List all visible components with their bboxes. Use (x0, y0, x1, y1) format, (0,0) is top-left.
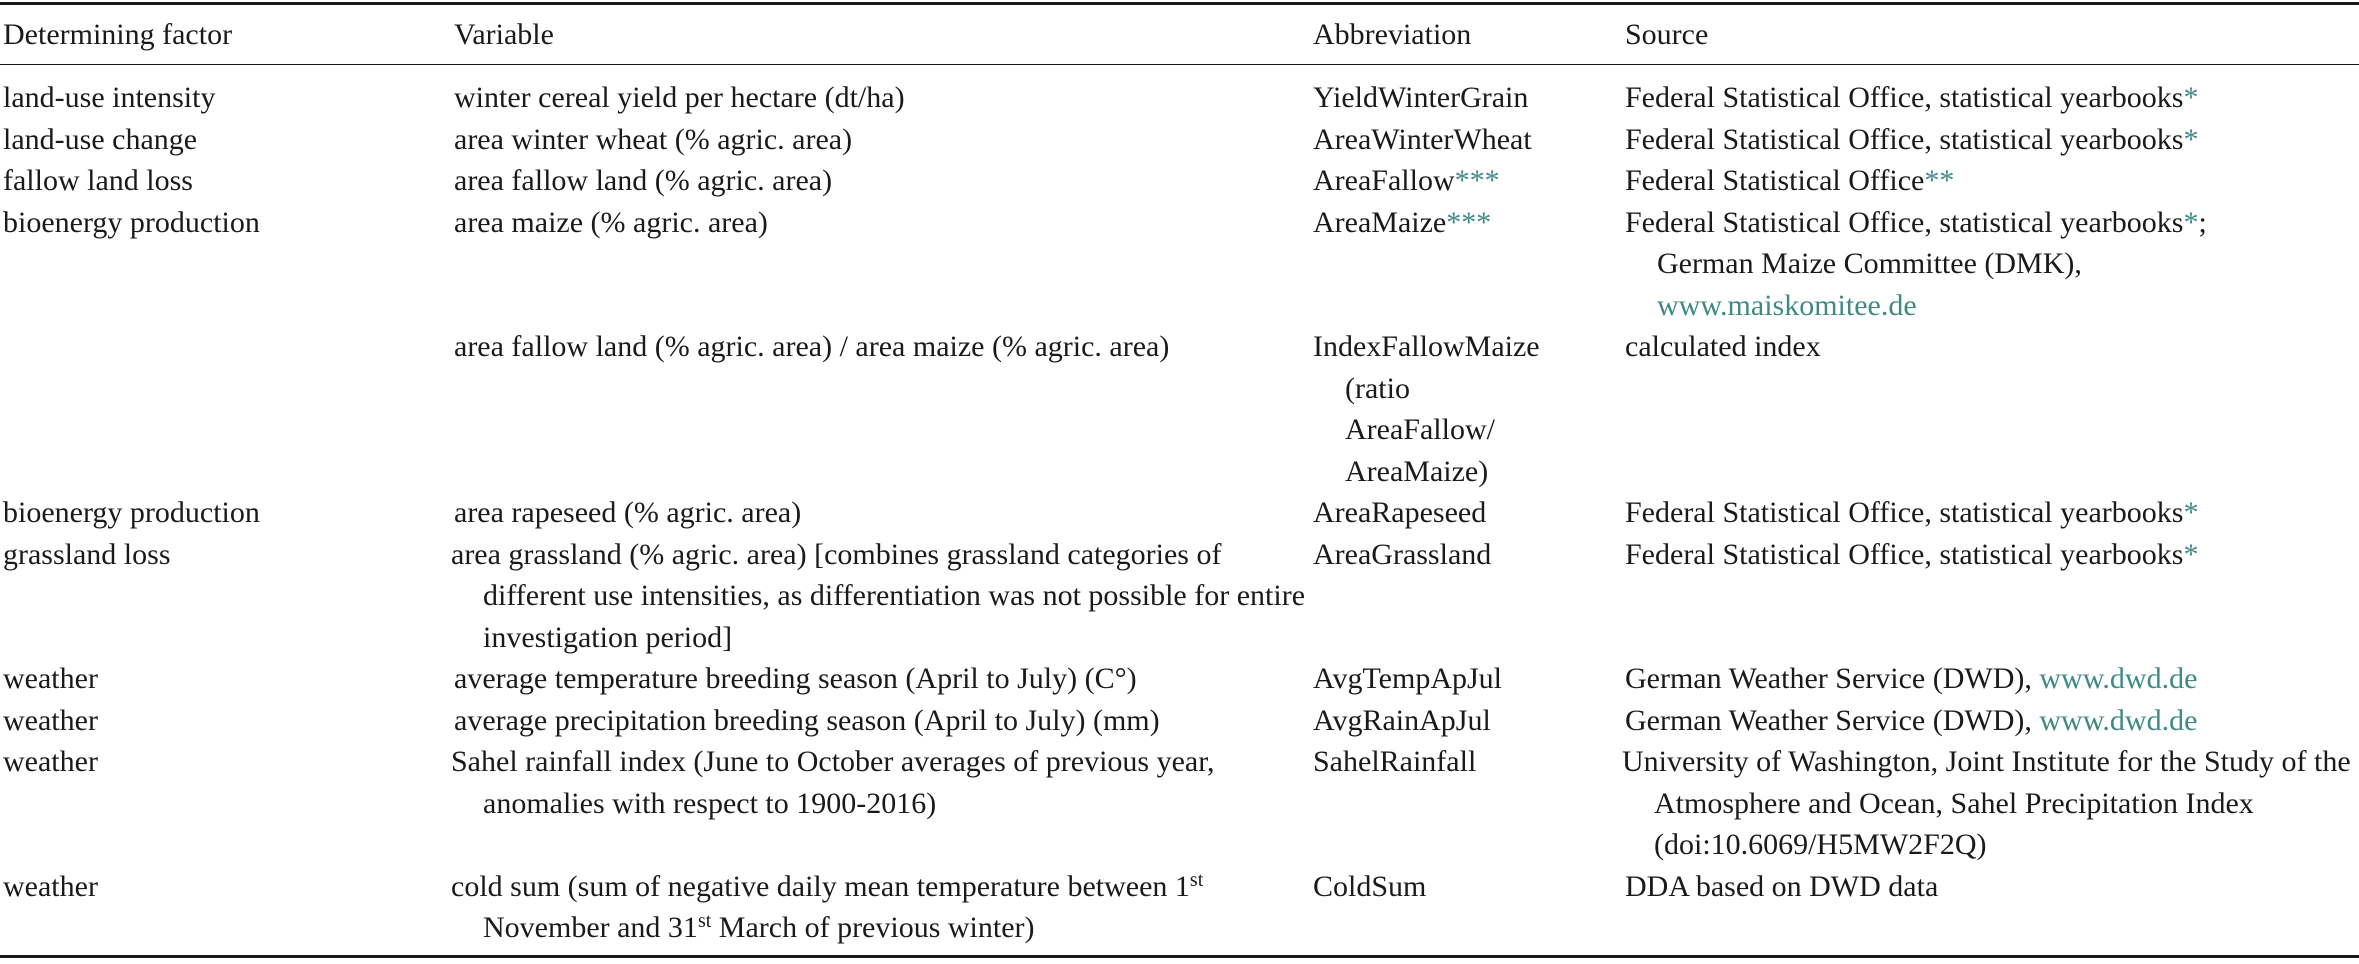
footnote-mark: *** (1446, 205, 1492, 239)
cell-variable: area rapeseed (% agric. area) (454, 496, 802, 529)
cell-source (1622, 700, 2359, 742)
table-row (0, 866, 2359, 949)
source-text: Federal Statistical Office, statistical yearbooks (1625, 122, 2184, 156)
header-source: Source (1625, 18, 1709, 51)
maiskomitee-link[interactable]: www.maiskomitee.de (1657, 288, 1917, 322)
footnote-mark: * (2183, 81, 2199, 114)
cell-factor: land-use intensity (3, 81, 216, 114)
ordinal-suffix: st (697, 910, 712, 932)
cell-variable: winter cereal yield per hectare (dt/ha) (454, 81, 905, 114)
source-punct: ; (2198, 205, 2207, 239)
cell-variable: Sahel rainfall index (June to October averages of previous year, anomalies with respect to 1900-2016) (451, 745, 1215, 820)
source-text: Federal Statistical Office, statistical yearbooks (1625, 537, 2184, 571)
footnote-mark: * (2183, 496, 2199, 529)
source-text: Federal Statistical Office, statistical yearbooks (1625, 205, 2184, 239)
cell-source (1622, 119, 2359, 161)
footnote-mark: * (2183, 122, 2199, 156)
table-row (0, 492, 2359, 534)
cell-abbreviation: AvgTempApJul (1313, 662, 1502, 695)
table-row (0, 534, 2359, 659)
cell-abbreviation: AreaGrassland (1313, 537, 1492, 571)
cell-source (1622, 534, 2359, 659)
dwd-link[interactable]: www.dwd.de (2039, 703, 2198, 737)
bottom-rule (0, 955, 2359, 958)
header-variable: Variable (454, 18, 554, 51)
cell-factor: fallow land loss (3, 164, 193, 197)
abbreviation-note-line: AreaFallow/ (1345, 413, 1495, 446)
header-abbreviation: Abbreviation (1313, 18, 1472, 51)
cell-factor: bioenergy production (3, 496, 260, 529)
cell-factor: weather (3, 662, 98, 695)
cell-abbreviation (1310, 326, 1622, 492)
table-row (0, 160, 2359, 202)
cell-source (1622, 658, 2359, 700)
cell-variable: area grassland (% agric. area) [combines grassland categories of different use intensities, as differentiation was not possible for entire investigation period] (451, 537, 1306, 654)
cell-variable: area winter wheat (% agric. area) (454, 122, 853, 156)
cell-variable: average precipitation breeding season (April to July) (mm) (454, 703, 1160, 737)
cell-abbreviation: YieldWinterGrain (1313, 81, 1529, 114)
table-row (0, 741, 2359, 866)
abbreviation-note-line: (ratio (1345, 371, 1410, 405)
abbreviation-text: AreaMaize (1313, 205, 1447, 239)
dwd-link[interactable]: www.dwd.de (2039, 662, 2198, 695)
cell-abbreviation (1310, 202, 1622, 327)
footnote-mark: * (2183, 205, 2199, 239)
cell-variable (451, 866, 1310, 949)
cell-abbreviation: AreaWinterWheat (1313, 122, 1532, 156)
cell-source: calculated index (1625, 330, 1821, 363)
cell-factor: weather (3, 703, 98, 737)
footnote-mark: ** (1924, 164, 1955, 197)
cell-source (1622, 160, 2359, 202)
table-row (0, 202, 2359, 327)
cell-factor (0, 326, 451, 492)
footnote-mark: *** (1454, 164, 1500, 197)
abbreviation-note-line: AreaMaize) (1345, 454, 1489, 488)
cell-abbreviation: SahelRainfall (1313, 745, 1477, 778)
cell-variable: area fallow land (% agric. area) / area maize (% agric. area) (454, 330, 1170, 363)
cell-abbreviation (1310, 160, 1622, 202)
variable-text: cold sum (sum of negative daily mean temperature between 1 (451, 869, 1190, 903)
cell-factor: weather (3, 869, 98, 903)
cell-abbreviation: AvgRainApJul (1313, 703, 1491, 737)
abbreviation-text: IndexFallowMaize (1313, 330, 1540, 363)
table-row (0, 326, 2359, 492)
source-line (1625, 202, 2355, 244)
cell-source: DDA based on DWD data (1625, 869, 1939, 903)
cell-factor: bioenergy production (3, 205, 260, 239)
cell-factor: grassland loss (3, 537, 171, 571)
source-text: German Weather Service (DWD), (1625, 703, 2040, 737)
cell-variable: area fallow land (% agric. area) (454, 164, 833, 197)
cell-abbreviation: AreaRapeseed (1313, 496, 1487, 529)
ordinal-suffix: st (1189, 868, 1204, 891)
header-determining-factor: Determining factor (3, 18, 233, 51)
header-rule (0, 64, 2359, 65)
cell-factor: land-use change (3, 122, 198, 156)
top-rule (0, 2, 2359, 5)
abbreviation-text: AreaFallow (1313, 164, 1455, 197)
cell-variable: area maize (% agric. area) (454, 205, 768, 239)
table-row (0, 119, 2359, 161)
source-text: German Weather Service (DWD), (1625, 662, 2040, 695)
variable-text: March of previous winter) (711, 911, 1035, 944)
variable-text: November and 31 (483, 911, 698, 944)
table-row (0, 700, 2359, 742)
cell-source (1622, 66, 2359, 119)
table-row (0, 66, 2359, 119)
source-text: Federal Statistical Office, statistical yearbooks (1625, 81, 2184, 114)
source-continuation: German Maize Committee (DMK), (1657, 247, 2082, 280)
cell-source (1622, 202, 2359, 327)
header-row (0, 4, 2359, 66)
cell-factor: weather (3, 745, 98, 778)
variables-table (0, 4, 2359, 949)
source-text: Federal Statistical Office (1625, 164, 1925, 197)
cell-variable: average temperature breeding season (April to July) (C°) (454, 662, 1137, 695)
cell-source (1622, 492, 2359, 534)
cell-source: University of Washington, Joint Institute for the Study of the Atmosphere and Ocean, Sahel Precipitation Index (doi:10.6069/H5MW2F2Q) (1622, 745, 2351, 861)
footnote-mark: * (2183, 537, 2199, 571)
source-text: Federal Statistical Office, statistical yearbooks (1625, 496, 2184, 529)
cell-abbreviation: ColdSum (1313, 869, 1427, 903)
source-link-line (1625, 285, 2355, 327)
table-row (0, 658, 2359, 700)
